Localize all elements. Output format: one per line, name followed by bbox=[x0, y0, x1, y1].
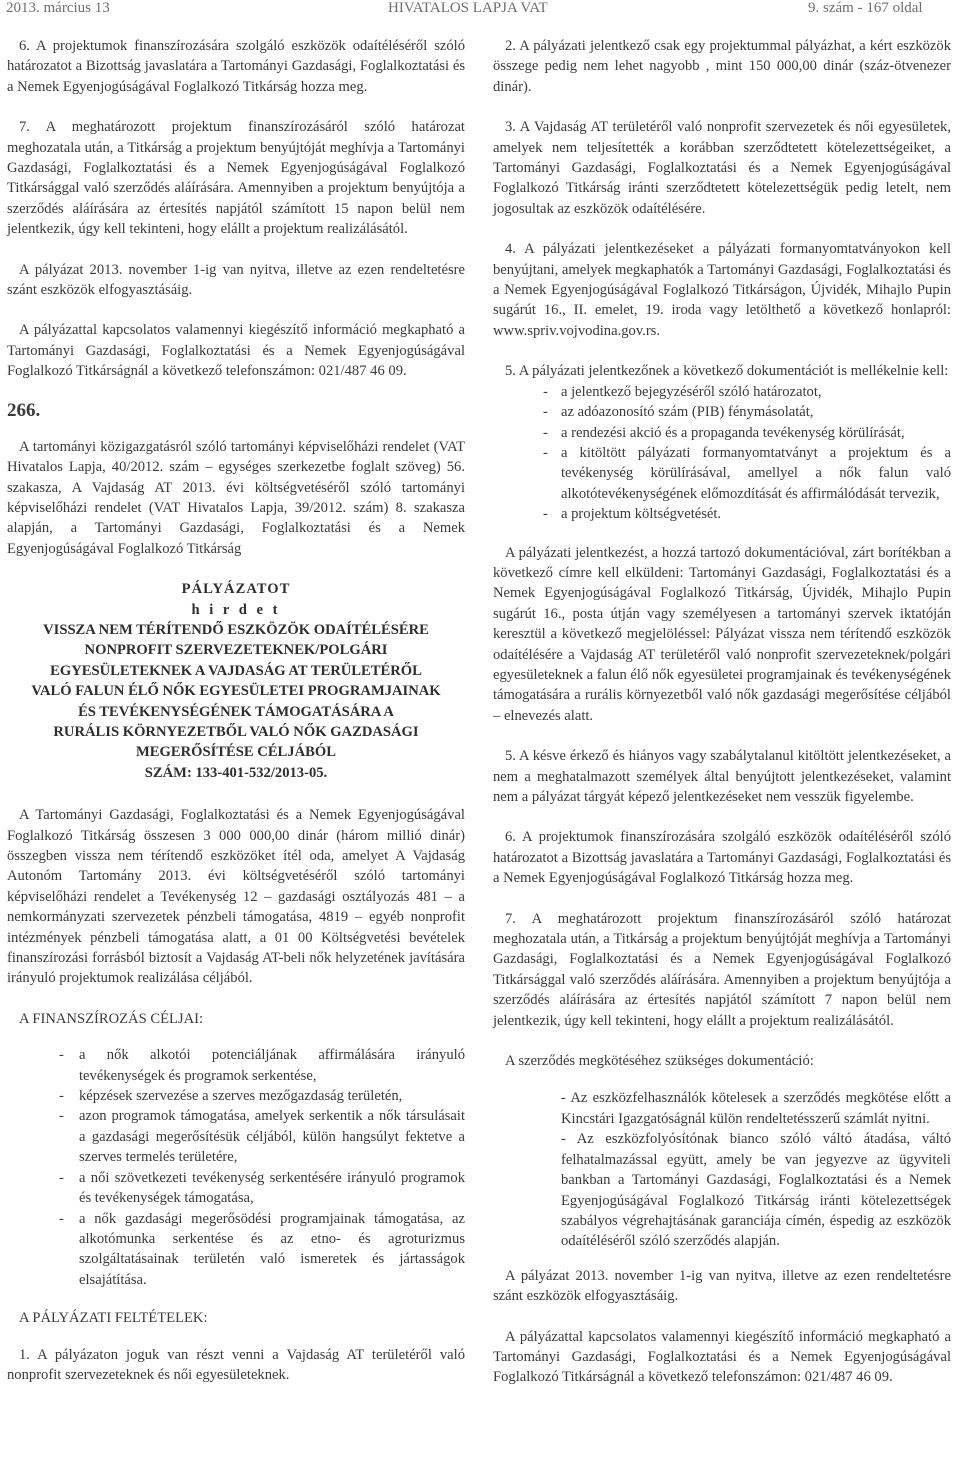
list-item: - a nők gazdasági megerősödési programjainak támogatása, az alkotómunka serkentése és az etno- és agroturizmus szolgáltatásainak területén való ismeretek és jártasságok elsajátítása. bbox=[55, 1209, 465, 1291]
list-item: - Az eszközfolyósítónak bianco szóló váltó átadása, váltó felhatalmazással együtt, amely be van jegyezve az ügyviteli bankban a Tartományi Gazdasági, Foglalkoztatási és a Nemek Egyenjogúságával Foglalkozó Titkárság iránti kötelezettségek szabályos végrehajtásának garanciája címén, éspedig az eszközök odaítéléséről szóló szerződés alapján. bbox=[561, 1131, 951, 1250]
list-item: - képzések szervezése a szerves mezőgazdaság területén, bbox=[55, 1086, 465, 1106]
submission-instructions: A pályázati jelentkezést, a hozzá tartozó dokumentációval, zárt borítékban a következő címre kell elküldeni: Tartományi Gazdasági, Foglalkoztatási és a Nemek Egyenjogúságával Foglalkozó Titkárság, Újvidék, Mihajlo Pupin sugárút 16., posta útján vagy személyesen a tartományi szervek iktatóján keresztül a következő megjelöléssel: Pályázat vissza nem térítendő eszközök odaítélésére a Vajdaság AT területéről való nonprofit szervezeteknek/polgári egyesületeknek a falun élő nők egyesületei programjainak és tevékenységének támogatására a rurális környezetből való nők gazdasági megerősítése céljából – elnevezés alatt. bbox=[493, 544, 951, 724]
title-line: VISSZA NEM TÉRÍTENDŐ ESZKÖZÖK ODAÍTÉLÉSÉRE bbox=[43, 621, 429, 638]
legal-preamble: A tartományi közigazgatásról szóló tartományi képviselőházi rendelet (VAT Hivatalos Lapja, 40/2012. szám – egységes szerkezetbe foglalt szöveg) 56. szakasza, A Vajdaság AT 2013. évi költségvetéséről szóló tartományi képviselőházi rendelet (VAT Hivatalos Lapja, 39/2012. szám) 8. szakasza alapján, a Tartományi Gazdasági, Foglalkoztatási és a Nemek Egyenjogúságával Foglalkozó Titkárság bbox=[7, 438, 465, 557]
goals-heading: A FINANSZÍROZÁS CÉLJAI: bbox=[19, 1010, 204, 1027]
right-column bbox=[493, 36, 951, 1388]
list-item: - azon programok támogatása, amelyek serkentik a nők társulásait a gazdasági megerősítésük céljából, külön hangsúlyt fektetve a szerves termelés területére, bbox=[55, 1106, 465, 1167]
decision-number: 266. bbox=[7, 399, 41, 421]
list-item: - a nők alkotói potenciáljának affirmálására irányuló tevékenységek és programok serkentése, bbox=[55, 1045, 465, 1086]
condition-4: 4. A pályázati jelentkezéseket a pályázati formanyomtatványokon kell benyújtani, amelyek megkaphatók a Tartományi Gazdasági, Foglalkoztatási és a Nemek Egyenjogúságával Foglalkozó Titkárságon, Újvidék, Mihajlo Pupin sugárút 16., II. emelet, 19. iroda vagy letölthető a következő honlapról: www.spriv.vojvodina.gov.rs. bbox=[493, 241, 951, 339]
conditions-heading: A PÁLYÁZATI FELTÉTELEK: bbox=[19, 1310, 208, 1327]
reference-number: SZÁM: 133-401-532/2013-05. bbox=[144, 764, 328, 781]
open-period-text: A pályázat 2013. november 1-ig van nyitva, illetve az ezen rendeltetésre szánt eszközök elfogyasztásáig. bbox=[493, 1267, 951, 1305]
title-line: RURÁLIS KÖRNYEZETBŐL VALÓ NŐK GAZDASÁGI bbox=[53, 723, 419, 740]
list-item: - a projektum költségvetését. bbox=[537, 504, 951, 524]
condition-5: 5. A pályázati jelentkezőnek a következő dokumentációt is mellékelnie kell: bbox=[505, 363, 949, 380]
contact-info-text: A pályázattal kapcsolatos valamennyi kiegészítő információ megkapható a Tartományi Gazdasági, Foglalkoztatási és a Nemek Egyenjogúságával Foglalkozó Titkárságnál a következő telefonszámon: 021/487 46 09. bbox=[493, 1328, 951, 1386]
condition-2: 2. A pályázati jelentkező csak egy projektummal pályázhat, a kért eszközök összege pedig nem lehet nagyobb , mint 150 000,00 dinár (száz-ötvenezer dinár). bbox=[493, 38, 951, 95]
condition-3: 3. A Vajdaság AT területéről való nonprofit szervezetek és női egyesületek, amelyek nem teljesítették a korábban szerződtetett kötelezettségeiket, a Tartományi Gazdasági, Foglalkoztatási és a Nemek Egyenjogúságával Foglalkozó Titkárság iránti szerződtetett kötelezettségük pedig letelt, nem jogosultak az eszközök odaítélésére. bbox=[493, 119, 951, 217]
left-column bbox=[7, 36, 465, 1385]
contract-docs-list bbox=[561, 1088, 951, 1251]
issue-date: 2013. március 13 bbox=[6, 0, 110, 16]
list-item: - Az eszközfelhasználók kötelesek a szerződés megkötése előtt a Kincstári Igazgatóságnál külön rendeltetésszerű számlát nyitni. bbox=[561, 1090, 951, 1127]
list-item: - az adóazonosító szám (PIB) fénymásolatát, bbox=[537, 402, 951, 422]
paragraph-6: 6. A projektumok finanszírozására szolgáló eszközök odaítéléséről szóló határozatot a Bizottság javaslatára a Tartományi Gazdasági, Foglalkoztatási és a Nemek Egyenjogúságával Foglalkozó Titkárság hozza meg. bbox=[493, 829, 951, 887]
goals-list bbox=[55, 1045, 465, 1290]
list-item: - a jelentkező bejegyzéséről szóló határozatot, bbox=[537, 382, 951, 402]
open-period-text: A pályázat 2013. november 1-ig van nyitva, illetve az ezen rendeltetésre szánt eszközök elfogyasztásáig. bbox=[7, 261, 465, 299]
funding-body-text: A Tartományi Gazdasági, Foglalkoztatási és a Nemek Egyenjogúságával Foglalkozó Titkárság összesen 3 000 000,00 dinár (három millió dinár) összegben vissza nem térítendő eszközöket ítél oda, amelyet A Vajdaság Autonóm Tartomány 2013. évi költségvetéséről szóló tartományi képviselőházi rendelet a Tevékenység 12 – gazdasági osztályozás 481 – a nemkormányzati szervezetek pénzbeli támogatása, 4819 – egyéb nonprofit intézmények pénzbeli támogatása alatt, a 01 00 Költségvetési bevételek finanszírozási forrásból biztosít a Vajdaság AT-beli nők helyzetének javítására irányuló projektumok realizálása céljából. bbox=[7, 807, 465, 987]
list-item: - a női szövetkezeti tevékenység serkentésére irányuló programok és tevékenységek támogatása, bbox=[55, 1168, 465, 1209]
title-line: VALÓ FALUN ÉLŐ NŐK EGYESÜLETEI PROGRAMJAINAK bbox=[31, 683, 441, 700]
paragraph-7: 7. A meghatározott projektum finanszírozásáról szóló határozat meghozatala után, a Titkárság a projektum benyújtóját meghívja a Tartományi Gazdasági, Foglalkoztatási és a Nemek Egyenjogúságával Foglalkozó Titkársággal való szerződés aláírására. Amennyiben a projektum benyújtója a szerződés aláírására az értesítés napjától számított 15 napon belül nem jelentkezik, úgy kell tekinteni, hogy elállt a projektum realizálásától. bbox=[7, 119, 465, 238]
paragraph-6: 6. A projektumok finanszírozására szolgáló eszközök odaítéléséről szóló határozatot a Bizottság javaslatára a Tartományi Gazdasági, Foglalkoztatási és a Nemek Egyenjogúságával Foglalkozó Titkárság hozza meg. bbox=[7, 38, 465, 95]
title-line: ÉS TEVÉKENYSÉGÉNEK TÁMOGATÁSÁRA A bbox=[78, 703, 394, 720]
late-submissions-note: 5. A késve érkező és hiányos vagy szabálytalanul kitöltött jelentkezéseket, a nem a meghatalmazott személyek által benyújtott jelentkezéseket, valamint nem a pályázat tárgyát képező jelentkezéseket nem vesszük figyelembe. bbox=[493, 748, 951, 805]
page-header bbox=[0, 0, 960, 22]
journal-title: HIVATALOS LAPJA VAT bbox=[388, 0, 548, 16]
title-line: h i r d e t bbox=[191, 601, 281, 618]
condition-1: 1. A pályázaton joguk van részt venni a Vajdaság AT területéről való nonprofit szervezeteknek és női egyesületeknek. bbox=[7, 1346, 465, 1383]
required-documents-list bbox=[537, 382, 951, 525]
contact-info-text: A pályázattal kapcsolatos valamennyi kiegészítő információ megkapható a Tartományi Gazdasági, Foglalkoztatási és a Nemek Egyenjogúságával Foglalkozó Titkárságnál a következő telefonszámon: 021/487 46 09. bbox=[7, 322, 465, 380]
list-item: - a kitöltött pályázati formanyomtatványt a projektum és a tevékenység körülírásával, amellyel a nők falun való alkotótevékenységének előmozdítását és affirmálódását tervezik, bbox=[537, 443, 951, 504]
paragraph-7: 7. A meghatározott projektum finanszírozásáról szóló határozat meghozatala után, a Titkárság a projektum benyújtóját meghívja a Tartományi Gazdasági, Foglalkoztatási és a Nemek Egyenjogúságával Foglalkozó Titkársággal való szerződés aláírására. Amennyiben a projektum benyújtója a szerződés aláírására az értesítés napjától számított 7 napon belül nem jelentkezik, úgy kell tekinteni, hogy elállt a projektum realizálásától. bbox=[493, 910, 951, 1029]
contract-docs-heading: A szerződés megkötéséhez szükséges dokumentáció: bbox=[505, 1053, 814, 1070]
announcement-title bbox=[7, 579, 465, 783]
title-line: EGYESÜLETEKNEK A VAJDASÁG AT TERÜLETÉRŐL bbox=[50, 662, 422, 679]
title-line: PÁLYÁZATOT bbox=[181, 581, 291, 598]
list-item: - a rendezési akció és a propaganda tevékenység körülírását, bbox=[537, 423, 951, 443]
title-line: NONPROFIT SZERVEZETEKNEK/POLGÁRI bbox=[84, 642, 388, 659]
page-number: 9. szám - 167 oldal bbox=[808, 0, 923, 16]
title-line: MEGERŐSÍTÉSE CÉLJÁBÓL bbox=[136, 744, 336, 761]
